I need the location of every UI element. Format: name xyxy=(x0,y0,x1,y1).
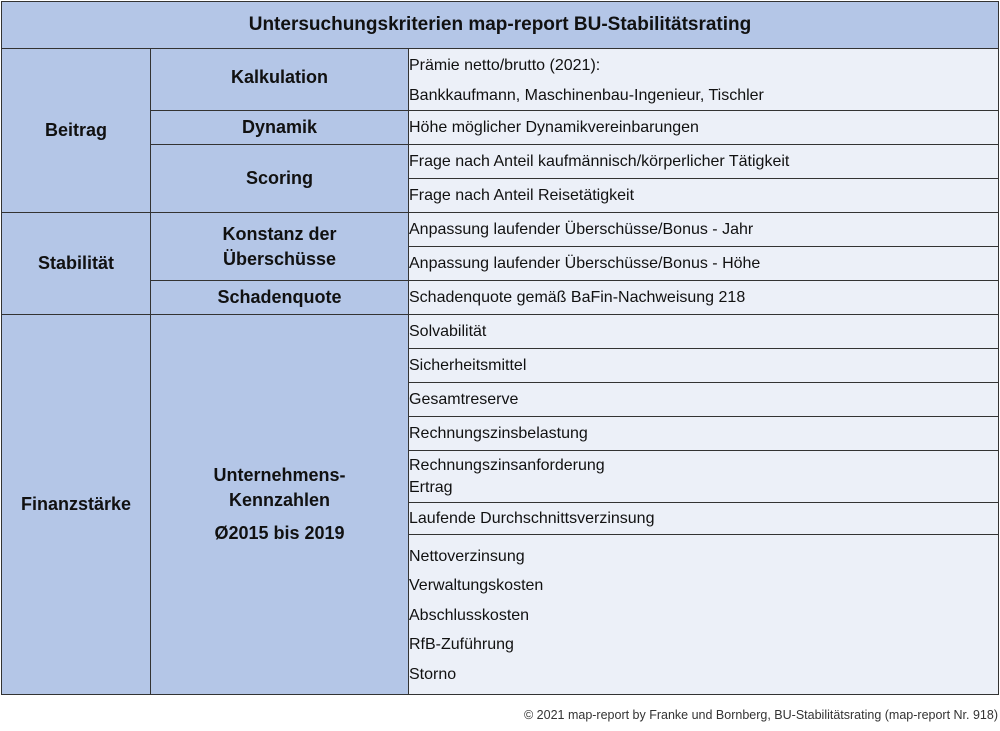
category-beitrag: Beitrag xyxy=(2,49,151,213)
copyright-footer: © 2021 map-report by Franke und Bornberg, BU-Stabilitätsrating (map-report Nr. 918) xyxy=(523,708,998,722)
criterion-verwaltungskosten: Verwaltungskosten xyxy=(409,577,544,595)
criterion-durchschnittsverzinsung: Laufende Durchschnittsverzinsung xyxy=(409,503,999,535)
criterion-dynamik: Höhe möglicher Dynamikvereinbarungen xyxy=(409,111,999,145)
criterion-rechnungszinsanforderung-line1: Rechnungszinsanforderung xyxy=(409,456,605,474)
criterion-kalkulation-line2: Bankkaufmann, Maschinenbau-Ingenieur, Tischler xyxy=(409,86,764,104)
criterion-nettoverzinsung: Nettoverzinsung xyxy=(409,547,525,565)
sub-kalkulation: Kalkulation xyxy=(151,49,409,111)
sub-konstanz xyxy=(151,213,409,281)
sub-konstanz-line1: Konstanz der xyxy=(222,223,337,244)
sub-kennzahlen xyxy=(151,315,409,695)
criterion-rfb-zufuehrung: RfB-Zuführung xyxy=(409,636,514,654)
sub-kennzahlen-line1: Unternehmens- xyxy=(213,465,346,485)
sub-schadenquote: Schadenquote xyxy=(151,281,409,315)
criterion-konstanz-2: Anpassung laufender Überschüsse/Bonus - Höhe xyxy=(409,247,999,281)
category-finanzstaerke: Finanzstärke xyxy=(2,315,151,695)
criterion-abschlusskosten: Abschlusskosten xyxy=(409,606,530,624)
criterion-storno: Storno xyxy=(409,665,457,683)
criterion-solvabilitaet: Solvabilität xyxy=(409,315,999,349)
criterion-scoring-1: Frage nach Anteil kaufmännisch/körperlicher Tätigkeit xyxy=(409,145,999,179)
category-stabilitaet: Stabilität xyxy=(2,213,151,315)
criterion-schadenquote: Schadenquote gemäß BaFin-Nachweisung 218 xyxy=(409,281,999,315)
sub-kennzahlen-line2: Kennzahlen xyxy=(228,490,330,510)
sub-kennzahlen-line3: Ø2015 bis 2019 xyxy=(214,523,345,543)
sub-dynamik: Dynamik xyxy=(151,111,409,145)
criterion-kalkulation-line1: Prämie netto/brutto (2021): xyxy=(409,57,601,74)
sub-konstanz-line2: Überschüsse xyxy=(222,248,337,269)
sub-scoring: Scoring xyxy=(151,145,409,213)
criterion-scoring-2: Frage nach Anteil Reisetätigkeit xyxy=(409,179,999,213)
criterion-gesamtreserve: Gesamtreserve xyxy=(409,383,999,417)
criterion-rechnungszinsanforderung xyxy=(409,451,999,503)
criterion-konstanz-1: Anpassung laufender Überschüsse/Bonus - Jahr xyxy=(409,213,999,247)
criterion-group xyxy=(409,535,999,695)
criterion-ertrag-line2: Ertrag xyxy=(409,478,453,496)
criteria-table xyxy=(1,1,999,695)
criterion-sicherheitsmittel: Sicherheitsmittel xyxy=(409,349,999,383)
criterion-rechnungszinsbelastung: Rechnungszinsbelastung xyxy=(409,417,999,451)
table-title: Untersuchungskriterien map-report BU-Stabilitätsrating xyxy=(2,2,999,49)
criterion-kalkulation xyxy=(409,49,999,111)
